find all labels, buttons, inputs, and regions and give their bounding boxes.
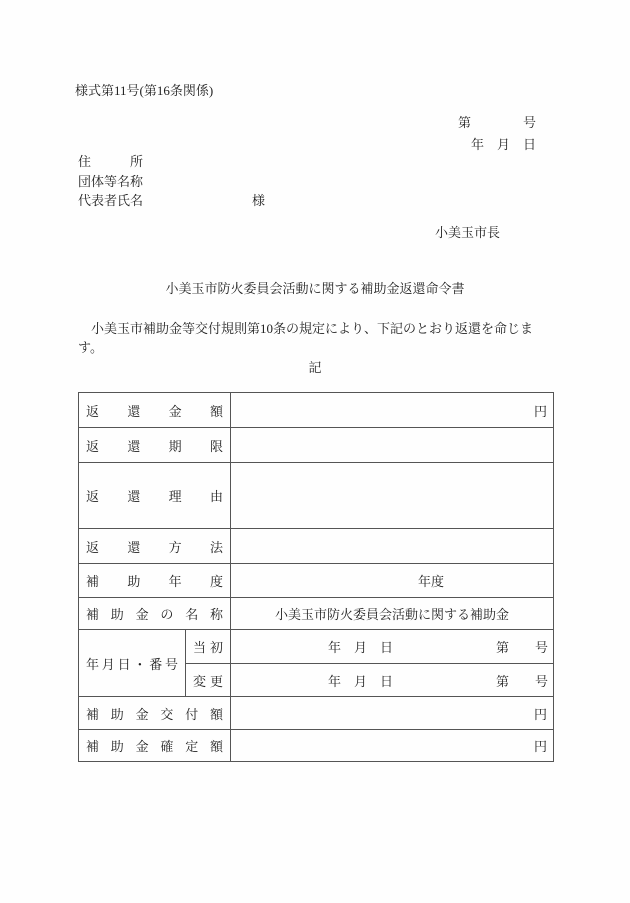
date-number-change-label: 変 更 [193, 673, 223, 689]
date-number-initial-label: 当 初 [193, 640, 223, 655]
date-number-initial-label-cell [186, 630, 231, 664]
subsidy-year-value: 年度 [417, 574, 444, 589]
date-number-change-number: 第 号 [495, 673, 548, 689]
recipient-block [78, 152, 265, 211]
doc-number-date-block [458, 112, 536, 156]
doc-number-line: 第 号 [457, 115, 536, 130]
recipient-honorific: 様 [252, 193, 266, 208]
recipient-address-label: 住 所 [78, 154, 144, 169]
refund-amount-value-cell [231, 393, 554, 428]
grant-amount-value-cell [231, 697, 554, 730]
date-number-label: 年 月 日 ・ 番 号 [86, 656, 178, 672]
date-number-label-cell [79, 630, 186, 697]
refund-amount-unit: 円 [533, 403, 547, 419]
document-title: 小美玉市防火委員会活動に関する補助金返還命令書 [165, 281, 465, 296]
grant-amount-unit: 円 [533, 706, 547, 722]
refund-reason-value-cell [231, 463, 554, 529]
refund-reason-label: 返 還 理 由 [86, 489, 223, 504]
table-row-refund-method [79, 529, 554, 564]
subsidy-name-label-cell [79, 598, 231, 630]
doc-date-line: 年 月 日 [470, 137, 536, 152]
fixed-amount-value-cell [231, 730, 554, 762]
body-paragraph: 小美玉市補助金等交付規則第10条の規定により、下記のとおり返還を命じます。 [78, 321, 534, 355]
subsidy-name-value: 小美玉市防火委員会活動に関する補助金 [274, 607, 509, 622]
date-number-initial-number: 第 号 [495, 640, 548, 655]
fixed-amount-label-cell [79, 730, 231, 762]
subsidy-name-value-cell [231, 598, 554, 630]
subsidy-year-value-cell [231, 564, 554, 598]
table-row-subsidy-year [79, 564, 554, 598]
table-row-refund-deadline [79, 428, 554, 463]
recipient-representative-line [78, 191, 265, 211]
subsidy-year-label-cell [79, 564, 231, 598]
fixed-amount-label: 補 助 金 確 定 額 [86, 739, 223, 754]
table-row-date-number-initial [79, 630, 554, 664]
date-number-change-label-cell [186, 664, 231, 697]
recipient-org-label: 団体等名称 [78, 173, 144, 189]
refund-method-label-cell [79, 529, 231, 564]
refund-deadline-label: 返 還 期 限 [86, 438, 223, 454]
form-number: 様式第11号(第16条関係) [75, 83, 214, 98]
table-row-subsidy-name [79, 598, 554, 630]
date-number-initial-value-cell [231, 630, 554, 664]
recipient-representative-label: 代表者氏名 [78, 193, 144, 208]
date-number-initial-date: 年 月 日 [328, 640, 394, 655]
sender-name: 小美玉市長 [435, 225, 501, 240]
grant-amount-label-cell [79, 697, 231, 730]
table-row-refund-reason [79, 463, 554, 529]
record-heading: 記 [308, 360, 322, 375]
refund-deadline-label-cell [79, 428, 231, 463]
refund-deadline-value-cell [231, 428, 554, 463]
form-table [78, 392, 554, 762]
refund-method-label: 返 還 方 法 [86, 539, 223, 555]
table-row-grant-amount [79, 697, 554, 730]
refund-amount-label-cell [79, 393, 231, 428]
date-number-change-value-cell [231, 664, 554, 697]
refund-amount-label: 返 還 金 額 [86, 403, 223, 419]
table-row-refund-amount [79, 393, 554, 428]
subsidy-year-label: 補 助 年 度 [86, 574, 223, 589]
refund-reason-label-cell [79, 463, 231, 529]
fixed-amount-unit: 円 [533, 739, 547, 754]
table-row-fixed-amount [79, 730, 554, 762]
refund-method-value-cell [231, 529, 554, 564]
date-number-change-date: 年 月 日 [328, 673, 394, 689]
grant-amount-label: 補 助 金 交 付 額 [86, 706, 223, 722]
subsidy-name-label: 補 助 金 の 名 称 [86, 607, 223, 622]
